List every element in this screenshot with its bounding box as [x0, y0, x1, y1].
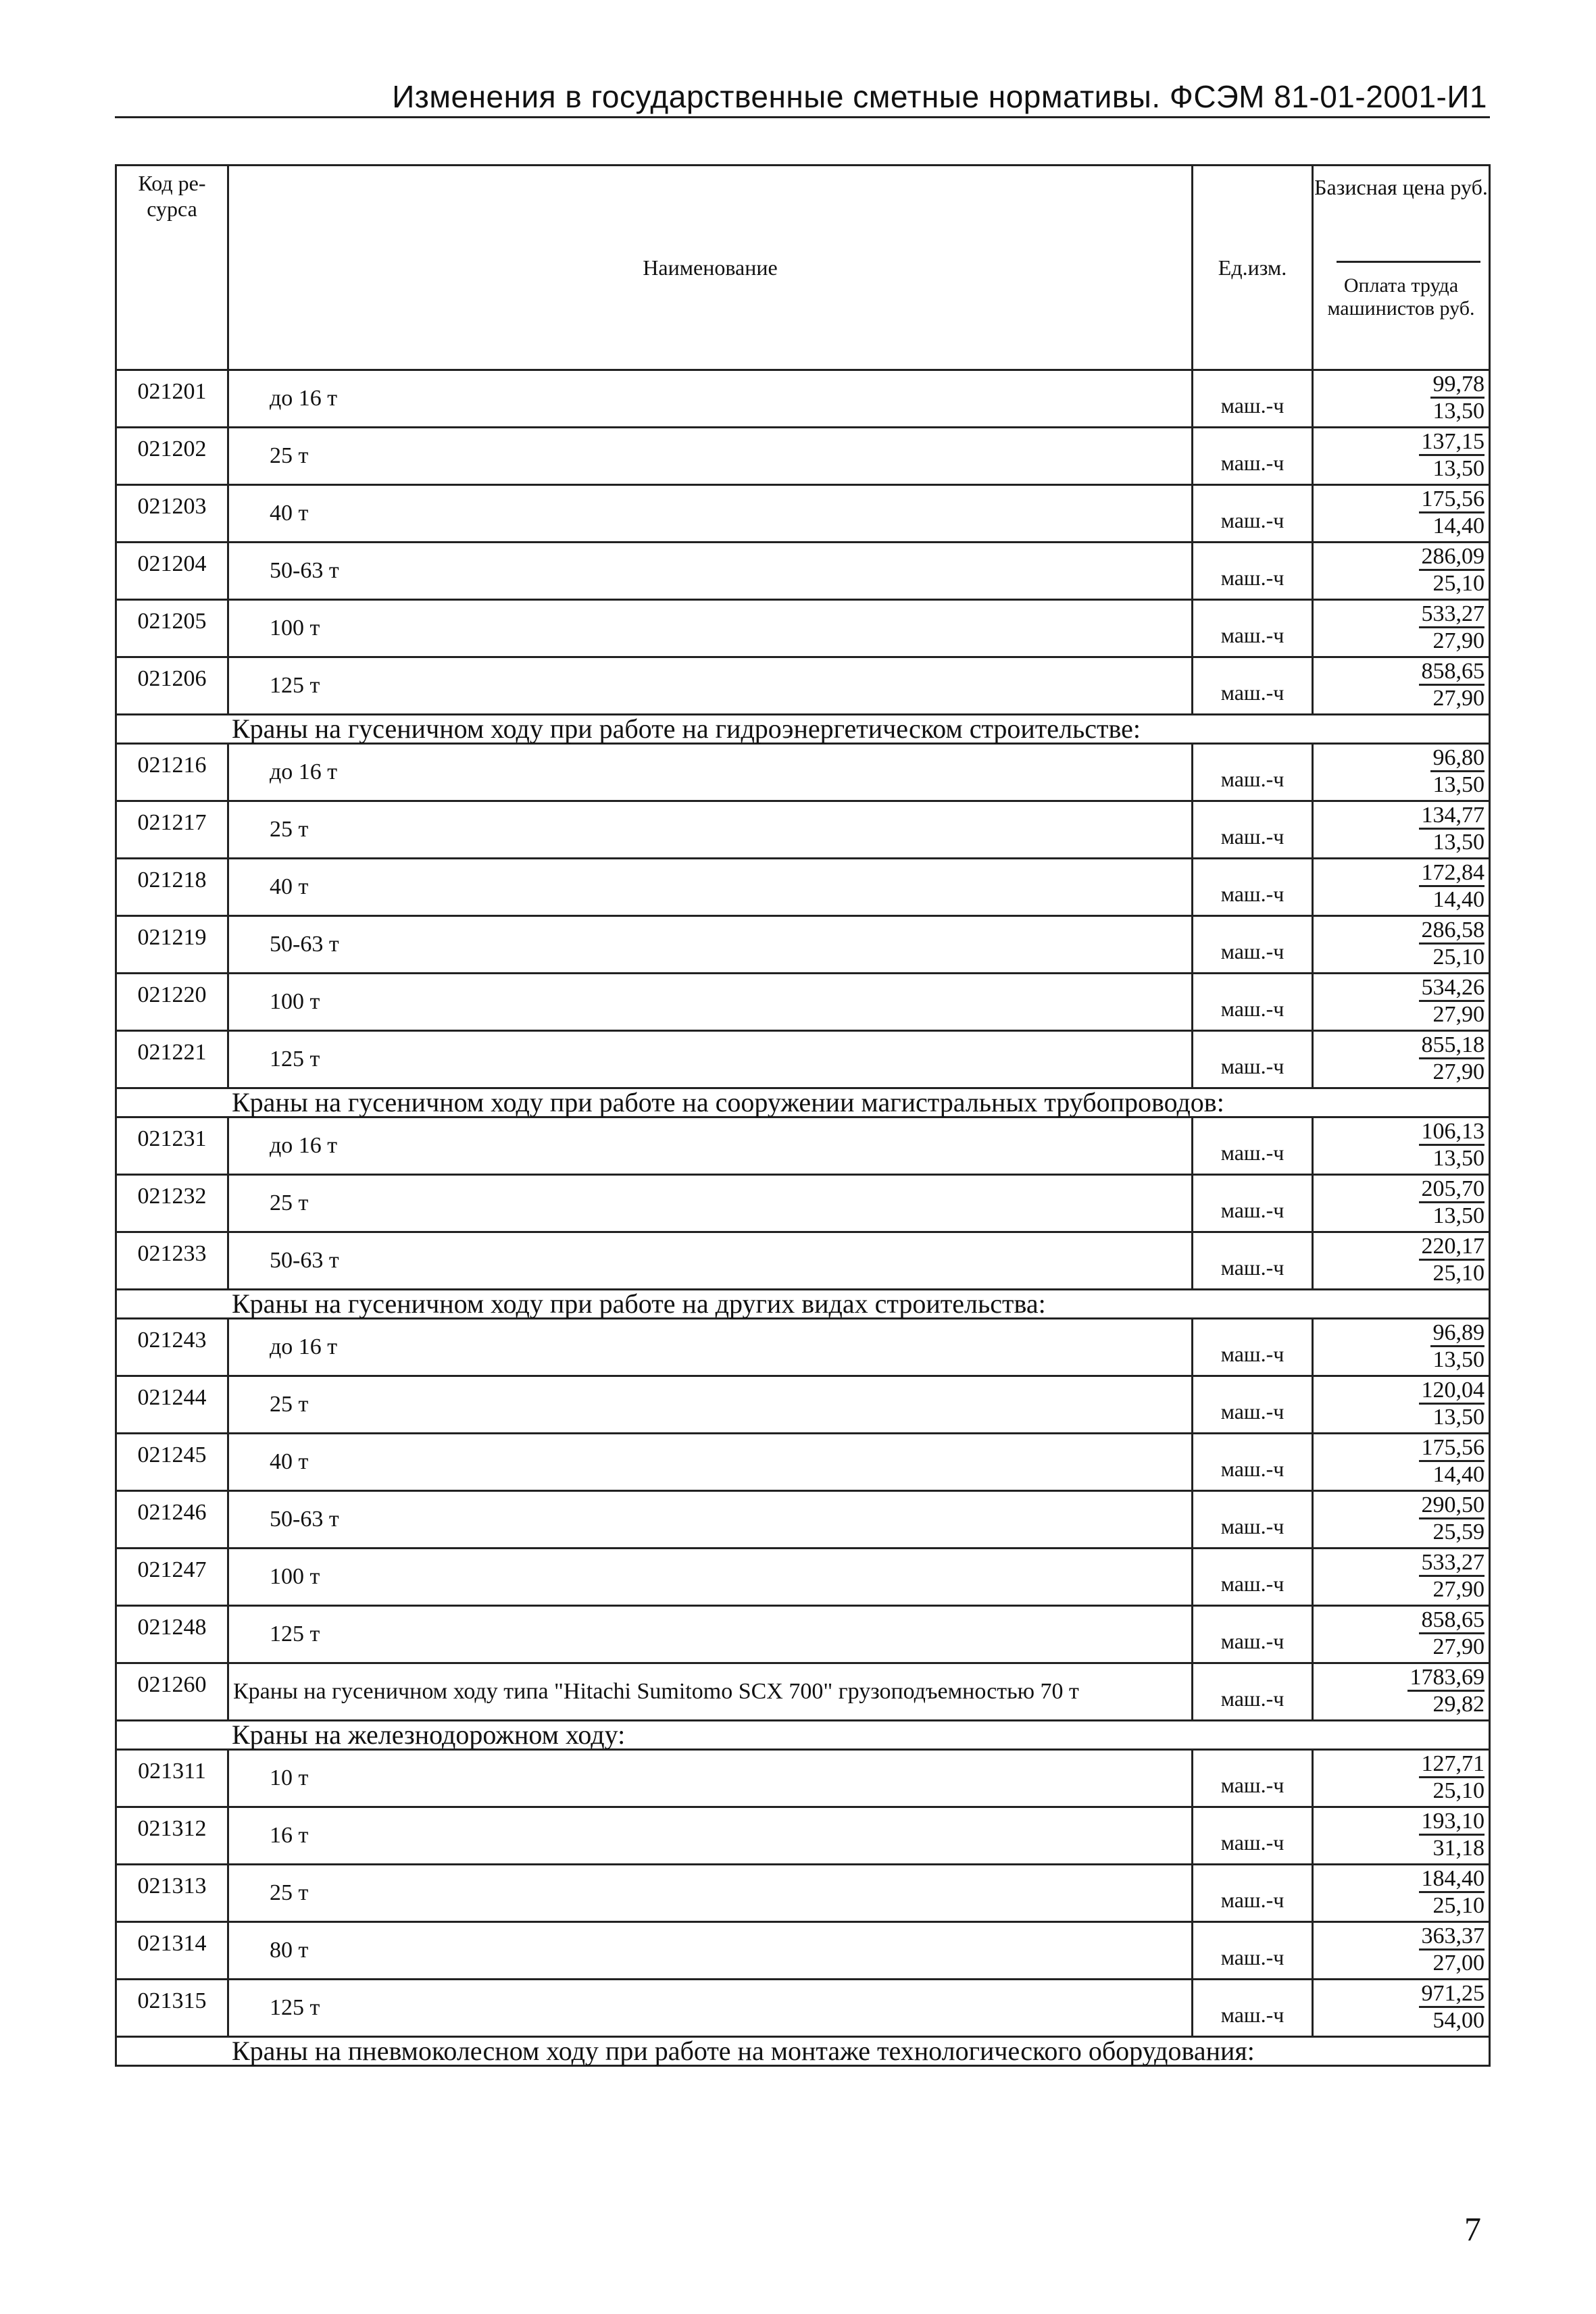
unit-cell	[1193, 1750, 1313, 1807]
resource-code-cell	[116, 485, 228, 543]
base-price: 858,65	[1419, 659, 1485, 686]
resource-code: 021217	[137, 810, 207, 835]
unit-cell	[1193, 1175, 1313, 1232]
unit: маш.-ч	[1220, 938, 1285, 963]
header-wage-label: Оплата труда машинистов руб.	[1327, 274, 1475, 320]
resource-code: 021206	[137, 666, 207, 691]
resource-code-cell	[116, 1232, 228, 1290]
operator-wage: 13,50	[1432, 830, 1485, 855]
operator-wage: 13,50	[1432, 1405, 1485, 1430]
operator-wage: 14,40	[1432, 1462, 1485, 1487]
unit-cell	[1193, 1031, 1313, 1088]
table-row	[116, 1807, 1490, 1865]
header-unit: Ед.изм.	[1193, 166, 1313, 370]
price-cell	[1313, 1031, 1490, 1088]
resource-name: 100 т	[228, 974, 1193, 1031]
resource-code-cell	[116, 543, 228, 600]
resource-name: до 16 т	[228, 1319, 1193, 1376]
resource-name: 50-63 т	[228, 543, 1193, 600]
unit-cell	[1193, 370, 1313, 428]
operator-wage: 13,50	[1432, 456, 1485, 481]
resource-name: 40 т	[228, 859, 1193, 916]
base-price: 99,78	[1430, 372, 1485, 399]
resource-code: 021204	[137, 551, 207, 576]
unit-cell	[1193, 801, 1313, 859]
operator-wage: 29,82	[1432, 1692, 1485, 1717]
unit-cell	[1193, 1865, 1313, 1922]
table-row	[116, 600, 1490, 657]
price-cell	[1313, 1319, 1490, 1376]
operator-wage: 31,18	[1432, 1836, 1485, 1861]
base-price: 96,80	[1430, 746, 1485, 772]
resource-table	[115, 164, 1491, 2067]
table-row	[116, 1549, 1490, 1606]
resource-code-cell	[116, 657, 228, 715]
resource-code: 021205	[137, 609, 207, 634]
unit: маш.-ч	[1220, 1571, 1285, 1596]
resource-code-cell	[116, 1434, 228, 1491]
section-row	[116, 2037, 1490, 2066]
resource-code-cell	[116, 916, 228, 974]
base-price: 127,71	[1419, 1752, 1485, 1778]
unit: маш.-ч	[1220, 1628, 1285, 1653]
resource-code-cell	[116, 428, 228, 485]
base-price: 220,17	[1419, 1234, 1485, 1261]
resource-code-cell	[116, 1549, 228, 1606]
section-row	[116, 715, 1490, 744]
header-name: Наименование	[228, 166, 1193, 370]
resource-code-cell	[116, 1117, 228, 1175]
section-title: Краны на железнодорожном ходу:	[116, 1721, 1490, 1750]
header-code: Код ре- сурса	[116, 166, 228, 370]
resource-code-cell	[116, 1606, 228, 1663]
resource-code-cell	[116, 1031, 228, 1088]
resource-code-cell	[116, 1319, 228, 1376]
price-cell	[1313, 428, 1490, 485]
resource-code: 021315	[137, 1988, 207, 2013]
resource-code-cell	[116, 1750, 228, 1807]
resource-code: 021314	[137, 1931, 207, 1956]
operator-wage: 14,40	[1432, 887, 1485, 912]
operator-wage: 54,00	[1432, 2008, 1485, 2033]
operator-wage: 13,50	[1432, 1347, 1485, 1372]
unit-cell	[1193, 1491, 1313, 1549]
resource-name: 10 т	[228, 1750, 1193, 1807]
unit-cell	[1193, 916, 1313, 974]
price-cell	[1313, 744, 1490, 801]
operator-wage: 13,50	[1432, 1146, 1485, 1171]
price-cell	[1313, 1606, 1490, 1663]
unit: маш.-ч	[1220, 1456, 1285, 1481]
operator-wage: 27,90	[1432, 1577, 1485, 1602]
resource-code-cell	[116, 1865, 228, 1922]
unit: маш.-ч	[1220, 1399, 1285, 1424]
section-title: Краны на гусеничном ходу при работе на сооружении магистральных трубопроводов:	[116, 1088, 1490, 1117]
operator-wage: 25,10	[1432, 1893, 1485, 1918]
base-price: 96,89	[1430, 1321, 1485, 1347]
resource-code-cell	[116, 801, 228, 859]
resource-code-cell	[116, 1807, 228, 1865]
base-price: 533,27	[1419, 602, 1485, 628]
operator-wage: 27,90	[1432, 686, 1485, 711]
resource-code: 021248	[137, 1615, 207, 1640]
price-cell	[1313, 974, 1490, 1031]
base-price: 134,77	[1419, 803, 1485, 830]
resource-code: 021202	[137, 436, 207, 461]
price-cell	[1313, 916, 1490, 974]
table-row	[116, 1117, 1490, 1175]
unit: маш.-ч	[1220, 565, 1285, 590]
base-price: 184,40	[1419, 1867, 1485, 1893]
section-title: Краны на гусеничном ходу при работе на других видах строительства:	[116, 1290, 1490, 1319]
base-price: 172,84	[1419, 861, 1485, 887]
operator-wage: 13,50	[1432, 1203, 1485, 1228]
unit-cell	[1193, 1434, 1313, 1491]
table-row	[116, 1376, 1490, 1434]
base-price: 533,27	[1419, 1551, 1485, 1577]
resource-code: 021312	[137, 1816, 207, 1841]
unit-cell	[1193, 1117, 1313, 1175]
unit: маш.-ч	[1220, 1686, 1285, 1711]
resource-code-cell	[116, 1376, 228, 1434]
resource-code: 021220	[137, 982, 207, 1007]
base-price: 205,70	[1419, 1177, 1485, 1203]
resource-code-cell	[116, 1175, 228, 1232]
resource-code-cell	[116, 370, 228, 428]
resource-name: 125 т	[228, 1980, 1193, 2037]
base-price: 290,50	[1419, 1493, 1485, 1519]
unit-cell	[1193, 657, 1313, 715]
unit: маш.-ч	[1220, 2002, 1285, 2027]
resource-code: 021260	[137, 1672, 207, 1697]
unit: маш.-ч	[1220, 507, 1285, 532]
unit: маш.-ч	[1220, 766, 1285, 791]
resource-code: 021232	[137, 1184, 207, 1209]
price-cell	[1313, 1750, 1490, 1807]
price-cell	[1313, 1376, 1490, 1434]
price-cell	[1313, 1117, 1490, 1175]
unit: маш.-ч	[1220, 393, 1285, 418]
table-row	[116, 1922, 1490, 1980]
document-title: Изменения в государственные сметные нормативы. ФСЭМ 81-01-2001-И1	[392, 79, 1487, 114]
table-row	[116, 1750, 1490, 1807]
unit: маш.-ч	[1220, 881, 1285, 906]
unit-cell	[1193, 974, 1313, 1031]
unit-cell	[1193, 1376, 1313, 1434]
table-row	[116, 744, 1490, 801]
operator-wage: 27,90	[1432, 628, 1485, 653]
operator-wage: 25,10	[1432, 1778, 1485, 1803]
unit: маш.-ч	[1220, 1197, 1285, 1222]
base-price: 120,04	[1419, 1378, 1485, 1405]
resource-name: 50-63 т	[228, 1491, 1193, 1549]
unit: маш.-ч	[1220, 680, 1285, 705]
unit-cell	[1193, 485, 1313, 543]
resource-name: 125 т	[228, 657, 1193, 715]
page-header	[115, 76, 1490, 118]
header-price-label: Базисная цена руб.	[1314, 175, 1488, 199]
unit: маш.-ч	[1220, 1053, 1285, 1078]
base-price: 193,10	[1419, 1809, 1485, 1836]
unit-cell	[1193, 744, 1313, 801]
resource-code: 021243	[137, 1328, 207, 1353]
resource-code-cell	[116, 1491, 228, 1549]
unit-cell	[1193, 1980, 1313, 2037]
resource-name: 40 т	[228, 1434, 1193, 1491]
operator-wage: 27,90	[1432, 1002, 1485, 1027]
resource-code-cell	[116, 859, 228, 916]
resource-code-cell	[116, 1663, 228, 1721]
operator-wage: 13,50	[1432, 772, 1485, 797]
table-row	[116, 1232, 1490, 1290]
unit: маш.-ч	[1220, 1944, 1285, 1969]
base-price: 363,37	[1419, 1924, 1485, 1951]
section-title: Краны на гусеничном ходу при работе на гидроэнергетическом строительстве:	[116, 715, 1490, 744]
resource-code: 021246	[137, 1500, 207, 1525]
unit: маш.-ч	[1220, 1513, 1285, 1538]
header-price-divider	[1337, 261, 1480, 263]
table-row	[116, 370, 1490, 428]
resource-code: 021244	[137, 1385, 207, 1410]
price-cell	[1313, 600, 1490, 657]
table-row	[116, 1663, 1490, 1721]
table-header-row	[116, 166, 1490, 370]
resource-name: 100 т	[228, 1549, 1193, 1606]
resource-code: 021313	[137, 1873, 207, 1898]
table-row	[116, 1491, 1490, 1549]
base-price: 1783,69	[1407, 1665, 1485, 1692]
resource-name: 25 т	[228, 428, 1193, 485]
price-cell	[1313, 485, 1490, 543]
resource-name: 25 т	[228, 1376, 1193, 1434]
unit: маш.-ч	[1220, 450, 1285, 475]
operator-wage: 27,00	[1432, 1951, 1485, 1976]
unit-cell	[1193, 859, 1313, 916]
resource-code: 021219	[137, 925, 207, 950]
price-cell	[1313, 1807, 1490, 1865]
resource-name: 50-63 т	[228, 916, 1193, 974]
resource-code: 021245	[137, 1442, 207, 1467]
table-row	[116, 1319, 1490, 1376]
table-row	[116, 428, 1490, 485]
resource-code: 021216	[137, 753, 207, 778]
base-price: 858,65	[1419, 1608, 1485, 1634]
table-row	[116, 974, 1490, 1031]
price-cell	[1313, 543, 1490, 600]
unit-cell	[1193, 1232, 1313, 1290]
resource-name: 50-63 т	[228, 1232, 1193, 1290]
base-price: 106,13	[1419, 1120, 1485, 1146]
unit-cell	[1193, 1549, 1313, 1606]
table-row	[116, 801, 1490, 859]
operator-wage: 25,59	[1432, 1519, 1485, 1544]
resource-name: 25 т	[228, 801, 1193, 859]
base-price: 137,15	[1419, 430, 1485, 456]
unit-cell	[1193, 600, 1313, 657]
operator-wage: 25,10	[1432, 1261, 1485, 1286]
section-title: Краны на пневмоколесном ходу при работе на монтаже технологического оборудования:	[116, 2037, 1490, 2066]
base-price: 286,09	[1419, 545, 1485, 571]
table-row	[116, 1434, 1490, 1491]
operator-wage: 13,50	[1432, 399, 1485, 424]
price-cell	[1313, 1663, 1490, 1721]
page-number: 7	[1464, 2210, 1481, 2248]
unit-cell	[1193, 1922, 1313, 1980]
unit: маш.-ч	[1220, 824, 1285, 849]
price-cell	[1313, 1434, 1490, 1491]
operator-wage: 25,10	[1432, 945, 1485, 970]
table-row	[116, 859, 1490, 916]
table-row	[116, 1175, 1490, 1232]
unit-cell	[1193, 1807, 1313, 1865]
resource-code-cell	[116, 600, 228, 657]
table-row	[116, 1980, 1490, 2037]
resource-code-cell	[116, 1922, 228, 1980]
table-row	[116, 1031, 1490, 1088]
resource-name: до 16 т	[228, 744, 1193, 801]
price-cell	[1313, 1922, 1490, 1980]
resource-name: 25 т	[228, 1865, 1193, 1922]
resource-name: 125 т	[228, 1031, 1193, 1088]
resource-code: 021203	[137, 494, 207, 519]
unit: маш.-ч	[1220, 1887, 1285, 1912]
table-row	[116, 1865, 1490, 1922]
resource-code: 021311	[138, 1759, 206, 1784]
base-price: 175,56	[1419, 1436, 1485, 1462]
resource-name: до 16 т	[228, 1117, 1193, 1175]
unit-cell	[1193, 428, 1313, 485]
resource-name: 25 т	[228, 1175, 1193, 1232]
resource-name: до 16 т	[228, 370, 1193, 428]
table-row	[116, 543, 1490, 600]
price-cell	[1313, 1980, 1490, 2037]
unit: маш.-ч	[1220, 1830, 1285, 1855]
table-row	[116, 657, 1490, 715]
price-cell	[1313, 1549, 1490, 1606]
resource-name: 100 т	[228, 600, 1193, 657]
resource-code: 021233	[137, 1241, 207, 1266]
unit-cell	[1193, 1663, 1313, 1721]
resource-code-cell	[116, 974, 228, 1031]
operator-wage: 14,40	[1432, 513, 1485, 538]
unit: маш.-ч	[1220, 996, 1285, 1021]
base-price: 855,18	[1419, 1033, 1485, 1059]
unit: маш.-ч	[1220, 1341, 1285, 1366]
price-cell	[1313, 801, 1490, 859]
header-price	[1313, 166, 1490, 370]
price-cell	[1313, 657, 1490, 715]
price-cell	[1313, 370, 1490, 428]
unit-cell	[1193, 543, 1313, 600]
resource-code: 021221	[137, 1040, 207, 1065]
price-cell	[1313, 1865, 1490, 1922]
price-cell	[1313, 1232, 1490, 1290]
unit-cell	[1193, 1606, 1313, 1663]
resource-code-cell	[116, 1980, 228, 2037]
section-row	[116, 1088, 1490, 1117]
price-cell	[1313, 1175, 1490, 1232]
unit: маш.-ч	[1220, 1140, 1285, 1165]
base-price: 286,58	[1419, 918, 1485, 945]
resource-code: 021218	[137, 867, 207, 892]
table-row	[116, 1606, 1490, 1663]
base-price: 534,26	[1419, 976, 1485, 1002]
base-price: 971,25	[1419, 1982, 1485, 2008]
price-cell	[1313, 1491, 1490, 1549]
table-row	[116, 916, 1490, 974]
resource-name: Краны на гусеничном ходу типа "Hitachi Sumitomo SCX 700" грузоподъемностью 70 т	[228, 1663, 1193, 1721]
unit-cell	[1193, 1319, 1313, 1376]
operator-wage: 27,90	[1432, 1059, 1485, 1084]
resource-code: 021201	[137, 379, 207, 404]
unit: маш.-ч	[1220, 1255, 1285, 1280]
resource-name: 125 т	[228, 1606, 1193, 1663]
resource-name: 80 т	[228, 1922, 1193, 1980]
section-row	[116, 1721, 1490, 1750]
unit: маш.-ч	[1220, 622, 1285, 647]
price-cell	[1313, 859, 1490, 916]
section-row	[116, 1290, 1490, 1319]
resource-code-cell	[116, 744, 228, 801]
resource-name: 16 т	[228, 1807, 1193, 1865]
operator-wage: 27,90	[1432, 1634, 1485, 1659]
base-price: 175,56	[1419, 487, 1485, 513]
resource-code: 021247	[137, 1557, 207, 1582]
operator-wage: 25,10	[1432, 571, 1485, 596]
resource-code: 021231	[137, 1126, 207, 1151]
unit: маш.-ч	[1220, 1772, 1285, 1797]
table-row	[116, 485, 1490, 543]
resource-name: 40 т	[228, 485, 1193, 543]
